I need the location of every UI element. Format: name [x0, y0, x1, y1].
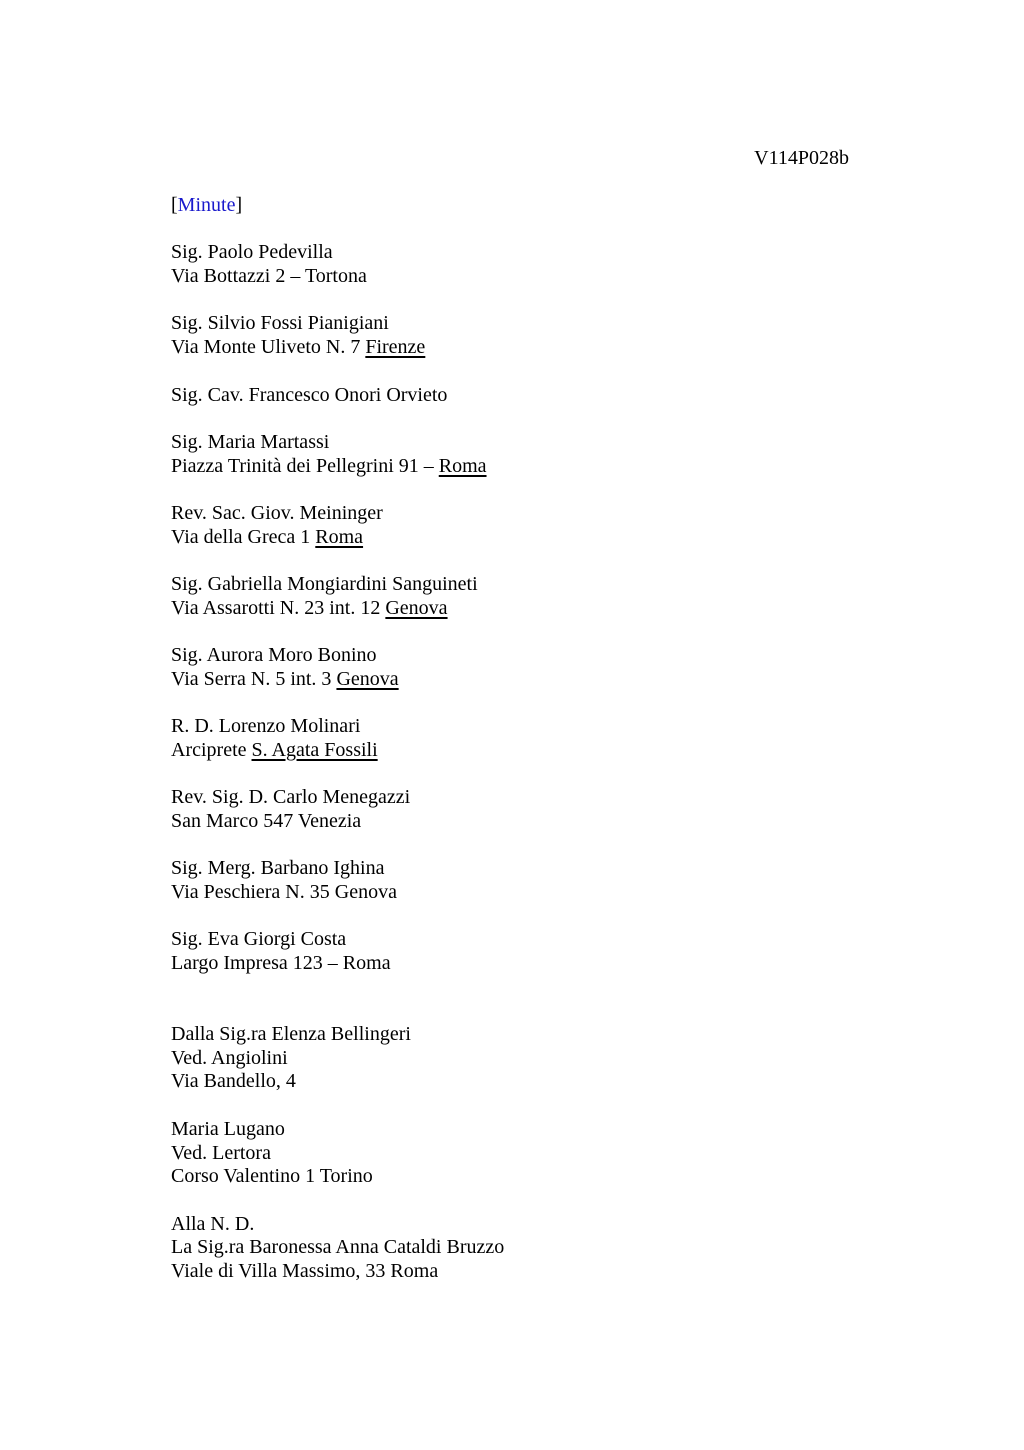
address-line	[171, 810, 871, 834]
address-line	[171, 952, 871, 976]
line-text: Ved. Lertora	[171, 1141, 271, 1164]
recipient-name	[171, 644, 871, 668]
address-line	[171, 1070, 871, 1094]
line-text: Via Peschiera N. 35 Genova	[171, 880, 397, 903]
address-entry	[171, 644, 871, 691]
line-text: Arciprete	[171, 738, 252, 761]
address-entry	[171, 1118, 871, 1189]
entry-spacer	[171, 691, 871, 715]
line-text: La Sig.ra Baronessa Anna Cataldi Bruzzo	[171, 1236, 505, 1259]
entry-spacer	[171, 407, 871, 431]
line-text: Piazza Trinità dei Pellegrini 91 –	[171, 454, 439, 477]
line-text: Sig. Cav. Francesco Onori Orvieto	[171, 383, 448, 406]
recipient-name	[171, 786, 871, 810]
address-line	[171, 1236, 871, 1260]
entry-spacer	[171, 620, 871, 644]
line-text: Via Serra N. 5 int. 3	[171, 667, 337, 690]
address-line	[171, 1142, 871, 1166]
line-text: Maria Lugano	[171, 1117, 285, 1140]
address-list	[171, 194, 871, 1284]
underlined-city: S. Agata Fossili	[251, 738, 378, 761]
address-entry	[171, 502, 871, 549]
recipient-name	[171, 241, 871, 265]
recipient-name	[171, 1213, 871, 1237]
entry-spacer	[171, 905, 871, 929]
entry-spacer	[171, 360, 871, 384]
line-text: Via della Greca 1	[171, 525, 316, 548]
line-text: Sig. Paolo Pedevilla	[171, 241, 333, 264]
line-text: Via Bottazzi 2 – Tortona	[171, 265, 367, 288]
underlined-city: Genova	[385, 596, 448, 619]
entry-spacer	[171, 289, 871, 313]
address-entry	[171, 1023, 871, 1094]
line-text: Via Monte Uliveto N. 7	[171, 336, 366, 359]
address-line	[171, 455, 871, 479]
minute-label: Minute	[177, 194, 236, 216]
line-text: Alla N. D.	[171, 1212, 255, 1235]
document-id: V114P028b	[754, 147, 849, 169]
address-line	[171, 1165, 871, 1189]
line-text: R. D. Lorenzo Molinari	[171, 715, 361, 738]
line-text: Rev. Sig. D. Carlo Menegazzi	[171, 786, 411, 809]
address-line	[171, 1260, 871, 1284]
line-text: Sig. Gabriella Mongiardini Sanguineti	[171, 573, 478, 595]
line-text: Viale di Villa Massimo, 33 Roma	[171, 1259, 439, 1282]
underlined-city: Roma	[315, 525, 364, 548]
section-spacer	[171, 976, 871, 1000]
line-text: Corso Valentino 1 Torino	[171, 1165, 373, 1188]
line-text: Largo Impresa 123 – Roma	[171, 952, 391, 974]
entry-spacer	[171, 478, 871, 502]
recipient-name	[171, 312, 871, 336]
address-entry	[171, 928, 871, 975]
address-entry	[171, 786, 871, 833]
address-line	[171, 597, 871, 621]
address-entry	[171, 573, 871, 620]
bracket-close: ]	[235, 194, 243, 216]
underlined-city: Roma	[438, 454, 487, 477]
address-entries	[171, 218, 871, 1284]
recipient-name	[171, 857, 871, 881]
entry-spacer	[171, 834, 871, 858]
address-entry	[171, 384, 871, 408]
recipient-name	[171, 384, 871, 408]
address-line	[171, 1047, 871, 1071]
entry-spacer	[171, 1094, 871, 1118]
line-text: Sig. Merg. Barbano Ighina	[171, 857, 385, 880]
entry-spacer	[171, 763, 871, 787]
underlined-city: Firenze	[365, 336, 426, 359]
address-entry	[171, 1213, 871, 1284]
address-line	[171, 336, 871, 360]
line-text: Via Bandello, 4	[171, 1070, 296, 1093]
recipient-name	[171, 1118, 871, 1142]
line-text: Ved. Angiolini	[171, 1046, 288, 1069]
line-text: Dalla Sig.ra Elenza Bellingeri	[171, 1023, 411, 1046]
address-line	[171, 265, 871, 289]
recipient-name	[171, 715, 871, 739]
address-entry	[171, 431, 871, 478]
minute-heading	[171, 194, 871, 218]
address-line	[171, 668, 871, 692]
line-text: Via Assarotti N. 23 int. 12	[171, 596, 386, 619]
line-text: Rev. Sac. Giov. Meininger	[171, 501, 383, 524]
recipient-name	[171, 1023, 871, 1047]
line-text: Sig. Eva Giorgi Costa	[171, 928, 347, 951]
address-entry	[171, 312, 871, 359]
address-line	[171, 526, 871, 550]
address-entry	[171, 857, 871, 904]
line-text: Sig. Aurora Moro Bonino	[171, 644, 377, 667]
recipient-name	[171, 573, 871, 597]
recipient-name	[171, 502, 871, 526]
entry-spacer	[171, 1189, 871, 1213]
recipient-name	[171, 928, 871, 952]
line-text: Sig. Silvio Fossi Pianigiani	[171, 312, 389, 335]
address-line	[171, 739, 871, 763]
address-entry	[171, 715, 871, 762]
line-text: San Marco 547 Venezia	[171, 809, 362, 832]
line-text: Sig. Maria Martassi	[171, 430, 330, 453]
entry-spacer	[171, 549, 871, 573]
entry-spacer	[171, 999, 871, 1023]
entry-spacer	[171, 218, 871, 242]
address-line	[171, 881, 871, 905]
address-entry	[171, 241, 871, 288]
recipient-name	[171, 431, 871, 455]
underlined-city: Genova	[336, 667, 399, 690]
bracket-open: [	[171, 194, 178, 216]
